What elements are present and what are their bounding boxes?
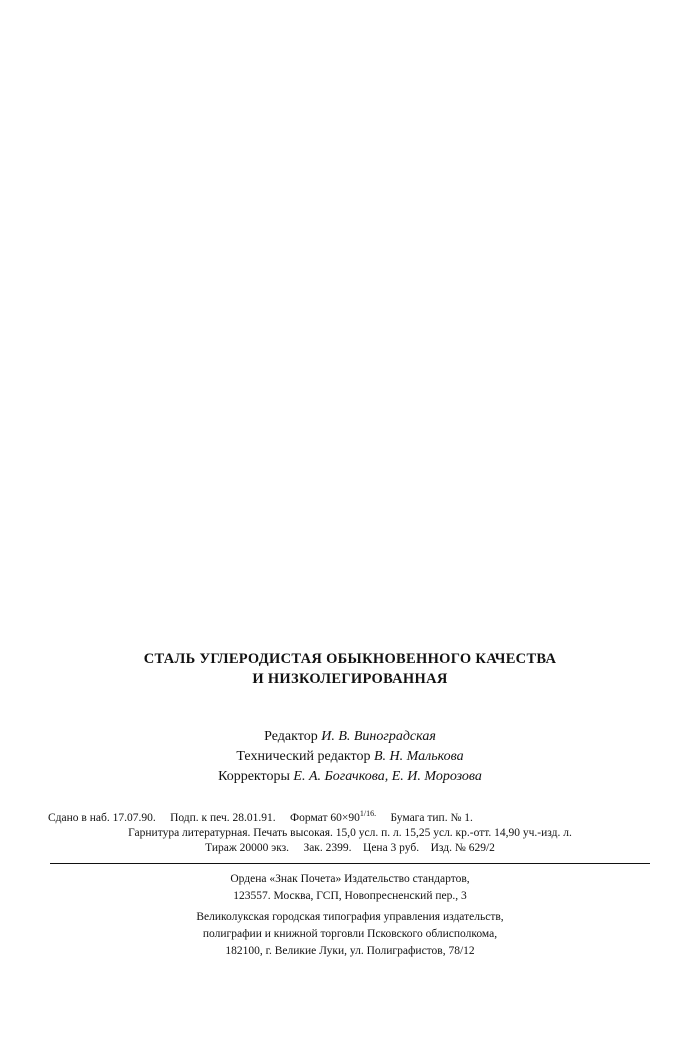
imprint-format: Формат 60×90	[290, 811, 360, 824]
proofreaders-names: Е. А. Богачкова, Е. И. Морозова	[293, 768, 482, 784]
credit-editor	[50, 727, 650, 747]
credits-block	[50, 727, 650, 787]
imprint-edition-number: Изд. № 629/2	[430, 841, 495, 854]
publisher-address: 123557. Москва, ГСП, Новопресненский пер., 3	[233, 889, 467, 902]
printer-name-line-1: Великолукская городская типография управления издательств,	[196, 911, 504, 924]
imprint-paper: Бумага тип. № 1.	[390, 811, 473, 824]
horizontal-rule	[50, 863, 650, 864]
imprint-signed: Подп. к печ. 28.01.91.	[170, 811, 276, 824]
tech-editor-name: В. Н. Малькова	[373, 749, 464, 764]
imprint-price: Цена 3 руб.	[363, 841, 420, 854]
printer-address: 182100, г. Великие Луки, ул. Полиграфистов, 78/12	[225, 944, 475, 957]
imprint-line-3	[50, 841, 650, 856]
imprint-line-2: Гарнитура литературная. Печать высокая. 15,0 усл. п. л. 15,25 усл. кр.-отт. 14,90 уч.-изд. л.	[128, 826, 572, 839]
printer-name-line-2: полиграфии и книжной торговли Псковского облисполкома,	[202, 928, 498, 941]
title-line-2: И НИЗКОЛЕГИРОВАННАЯ	[252, 670, 448, 687]
title-line-1: СТАЛЬ УГЛЕРОДИСТАЯ ОБЫКНОВЕННОГО КАЧЕСТВА	[143, 651, 557, 667]
editor-name: И. В. Виноградская	[321, 729, 436, 745]
page-title	[50, 650, 650, 689]
publisher-block	[50, 871, 650, 959]
imprint-order: Зак. 2399.	[303, 841, 352, 854]
credit-proofreaders	[50, 767, 650, 787]
imprint-submitted: Сдано в наб. 17.07.90.	[48, 811, 156, 824]
editor-label: Редактор	[264, 729, 318, 745]
credit-tech-editor	[50, 747, 650, 767]
imprint-block	[50, 809, 650, 856]
imprint-line-1	[48, 809, 650, 826]
tech-editor-label: Технический редактор	[236, 749, 371, 764]
imprint-circulation: Тираж 20000 экз.	[205, 841, 290, 854]
publisher-name: Ордена «Знак Почета» Издательство стандартов,	[230, 873, 470, 886]
colophon-block	[50, 650, 650, 959]
proofreaders-label: Корректоры	[218, 768, 290, 784]
imprint-format-fraction: 1/16.	[359, 808, 377, 818]
